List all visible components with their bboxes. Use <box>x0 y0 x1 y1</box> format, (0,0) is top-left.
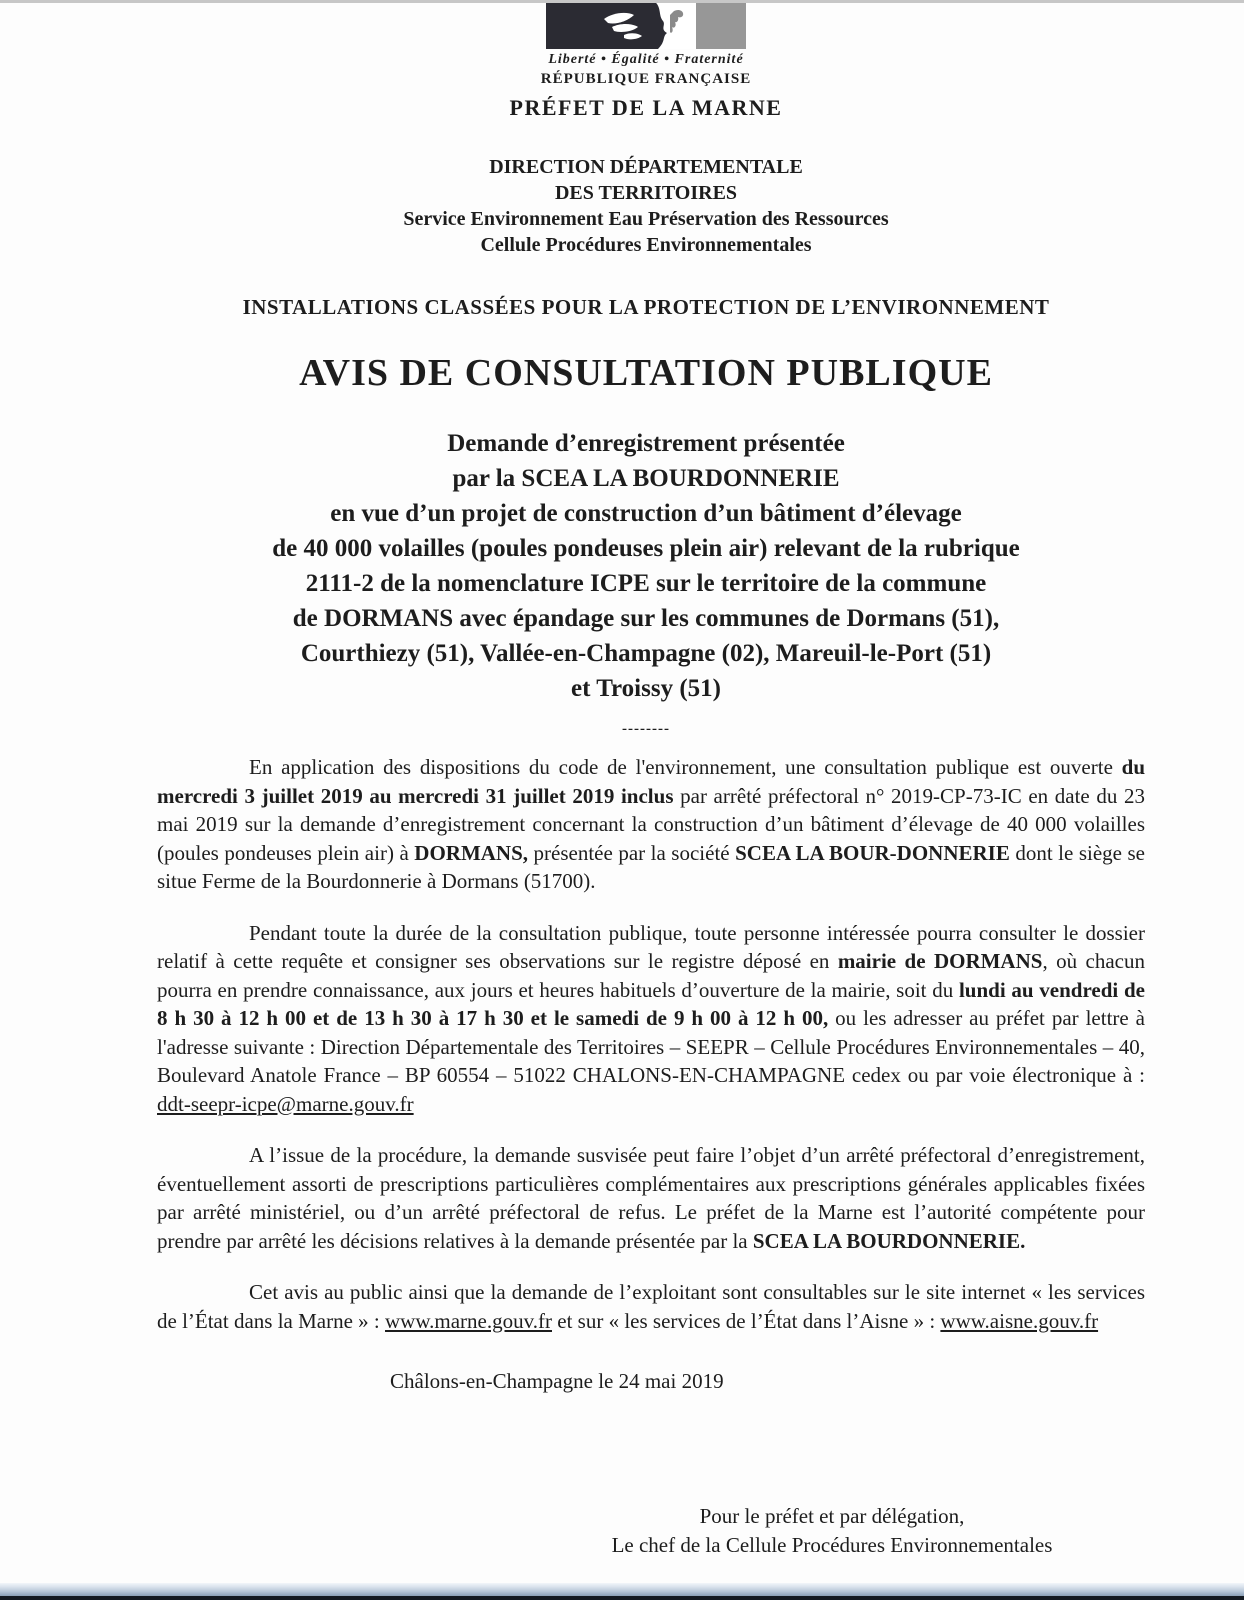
text-segment: Cet avis au public ainsi que la demande de l’exploitant sont consultables sur le site internet « les services de l’État dans la Marne » : <box>157 1280 1145 1333</box>
text-segment: ou les adresser au préfet par lettre à l'adresse suivante : Direction Départementale des Territoires – SEEPR – Cellule Procédures Environnementales – 40, Boulevard Anatole France – BP 60554 – 51022 CHALONS-EN-CHAMPAGNE cedex ou par voie électronique à : <box>157 1006 1145 1087</box>
subtitle-line-8: et Troissy (51) <box>571 675 721 702</box>
icpe-heading: INSTALLATIONS CLASSÉES POUR LA PROTECTION DE L’ENVIRONNEMENT <box>242 295 1050 319</box>
signature-delegation-line: Pour le préfet et par délégation, <box>699 1504 965 1528</box>
motto-line: Liberté • Égalité • Fraternité <box>548 52 744 67</box>
paragraph-sites-internet <box>157 1278 1145 1335</box>
text-segment: En application des dispositions du code de l'environnement, une consultation publique est ouverte <box>249 755 1122 779</box>
republique-francaise-label: RÉPUBLIQUE FRANÇAISE <box>540 71 752 87</box>
text-segment: lundi au vendredi de 8 h 30 à 12 h 00 et de 13 h 30 à 17 h 30 et le samedi de 9 h 00 à 12 h 00, <box>157 977 1145 1030</box>
subtitle-line-1: Demande d’enregistrement présentée <box>447 430 845 457</box>
subtitle-line-4: de 40 000 volailles (poules pondeuses plein air) relevant de la rubrique <box>272 535 1020 562</box>
text-segment: du mercredi 3 juillet 2019 au mercredi 31 juillet 2019 inclus <box>157 755 1145 808</box>
aisne-website-link: www.aisne.gouv.fr <box>940 1308 1099 1333</box>
subtitle-line-3: en vue d’un projet de construction d’un bâtiment d’élevage <box>330 500 962 527</box>
signature-title-line: Le chef de la Cellule Procédures Environnementales <box>611 1533 1053 1557</box>
text-segment: A l’issue de la procédure, la demande susvisée peut faire l’objet d’un arrêté préfectoral d’enregistrement, éventuellement assorti de prescriptions particulières complémentaires aux prescriptions générales applicables fixées par arrêté ministériel, ou d’un arrêté préfectoral de refus. Le préfet de la Marne est l’autorité compétente pour prendre par arrêté les décisions relatives à la demande présentée par la <box>157 1143 1145 1253</box>
marianne-logo-icon <box>546 1 746 49</box>
document-title: AVIS DE CONSULTATION PUBLIQUE <box>299 352 993 394</box>
prefet-de-la-marne-label: PRÉFET DE LA MARNE <box>509 95 783 120</box>
text-segment: présentée par la société <box>528 840 736 865</box>
text-segment: SCEA LA BOURDONNERIE. <box>752 1228 1026 1253</box>
text-segment: , où chacun pourra en prendre connaissance, aux jours et heures habituels d’ouverture de la mairie, soit du <box>157 949 1145 1002</box>
subtitle-line-2: par la SCEA LA BOURDONNERIE <box>452 465 840 492</box>
direction-line-1: DIRECTION DÉPARTEMENTALE <box>489 156 803 178</box>
marne-website-link: www.marne.gouv.fr <box>385 1308 552 1333</box>
text-segment: SCEA LA BOUR-DONNERIE <box>735 840 1010 865</box>
signature-block <box>512 1502 1152 1560</box>
paragraph-consultation-modalites <box>157 919 1145 1119</box>
text-segment: DORMANS, <box>414 840 529 865</box>
text-segment: par arrêté préfectoral n° 2019-CP-73-IC en date du 23 mai 2019 sur la demande d’enregistrement concernant la construction d’un bâtiment d’élevage de 40 000 volailles (poules pondeuses plein air) à <box>157 783 1145 865</box>
republique-francaise-logo <box>48 1 1244 49</box>
email-link: ddt-seepr-icpe@marne.gouv.fr <box>157 1091 414 1116</box>
subtitle-line-6: de DORMANS avec épandage sur les communes de Dormans (51), <box>292 605 1000 632</box>
subtitle-line-7: Courthiezy (51), Vallée-en-Champagne (02), Mareuil-le-Port (51) <box>300 640 992 667</box>
text-segment: et sur « les services de l’État dans l’Aisne » : <box>552 1308 941 1333</box>
subtitle-line-5: 2111-2 de la nomenclature ICPE sur le territoire de la commune <box>305 570 987 597</box>
scan-top-edge <box>0 0 1244 3</box>
text-segment: Pendant toute la durée de la consultation publique, toute personne intéressée pourra consulter le dossier relatif à cette requête et consigner ses observations sur le registre déposé en <box>157 920 1145 973</box>
paragraph-issue-procedure <box>157 1141 1145 1255</box>
direction-line-2: DES TERRITOIRES <box>554 182 738 204</box>
text-segment: dont le siège se situe Ferme de la Bourdonnerie à Dormans (51700). <box>157 840 1145 893</box>
paragraph-consultation-dates <box>157 753 1145 896</box>
dash-separator: -------- <box>622 721 670 737</box>
text-segment: mairie de DORMANS <box>837 949 1043 973</box>
direction-block <box>48 154 1244 258</box>
service-line: Service Environnement Eau Préservation des Ressources <box>403 208 889 230</box>
cellule-line: Cellule Procédures Environnementales <box>480 234 812 256</box>
window-bottom-edge <box>0 1583 1244 1600</box>
date-place-line: Châlons-en-Champagne le 24 mai 2019 <box>390 1369 724 1393</box>
subtitle-block <box>48 426 1244 706</box>
